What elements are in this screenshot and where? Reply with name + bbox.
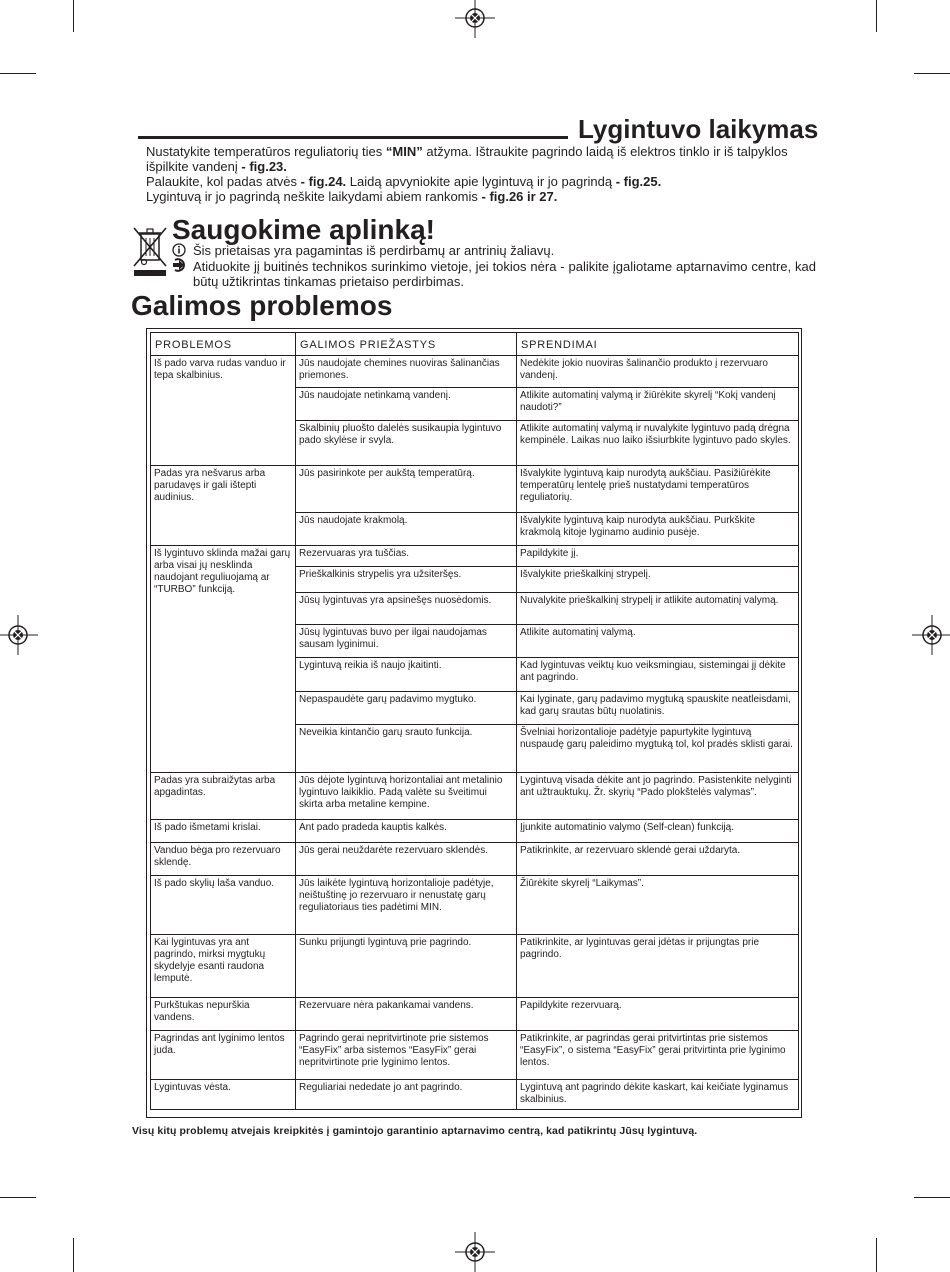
table-row	[151, 773, 799, 820]
solution-cell: Patikrinkite, ar pagrindas gerai pritvirtintas prie sistemos “EasyFix”, o sistema “EasyFix” gerai pritvirtinta prie lyginimo lentos.	[517, 1031, 799, 1080]
cause-cell: Nepaspaudėte garų padavimo mygtuko.	[296, 692, 517, 725]
solution-cell: Išvalykite lygintuvą kaip nurodyta aukščiau. Purkškite krakmolą kitoje lyginamo audinio pusėje.	[517, 513, 799, 546]
cause-cell: Jūsų lygintuvas yra apsinešęs nuosėdomis.	[296, 593, 517, 625]
solution-cell: Papildykite jį.	[517, 546, 799, 567]
crop-mark	[0, 1197, 36, 1198]
cause-cell: Ant pado pradeda kauptis kalkės.	[296, 820, 517, 843]
problem-cell: Padas yra subraižytas arba apgadintas.	[151, 773, 296, 820]
solution-cell: Nuvalykite prieškalkinį strypelį ir atlikite automatinį valymą.	[517, 593, 799, 625]
section-title-problems: Galimos problemos	[131, 290, 393, 321]
table-row	[151, 843, 799, 876]
solution-cell: Atlikite automatinį valymą ir žiūrėkite skyrelį “Kokį vandenį naudoti?”	[517, 388, 799, 421]
problems-table	[150, 332, 799, 1110]
crop-mark	[914, 1197, 950, 1198]
cause-cell: Skalbinių pluošto dalelės susikaupia lygintuvo pado skylėse ir svyla.	[296, 421, 517, 466]
cause-cell: Jūs naudojate chemines nuoviras šalinančias priemones.	[296, 356, 517, 388]
cause-cell: Sunku prijungti lygintuvą prie pagrindo.	[296, 935, 517, 998]
problem-cell: Iš pado išmetami krislai.	[151, 820, 296, 843]
problem-cell: Iš pado varva rudas vanduo ir tepa skalbinius.	[151, 356, 296, 466]
cause-cell: Jūsų lygintuvas buvo per ilgai naudojamas sausam lyginimui.	[296, 625, 517, 658]
crop-mark	[876, 1238, 877, 1272]
problem-cell: Pagrindas ant lyginimo lentos juda.	[151, 1031, 296, 1080]
environment-line-2: Atiduokite jį buitinės technikos surinkimo vietoje, jei tokios nėra - palikite įgaliotame aptarnavimo centre, kad būtų užtikrintas tinkamas prietaiso perdirbimas.	[193, 259, 816, 289]
crop-mark	[876, 0, 877, 32]
table-row	[151, 466, 799, 513]
cause-cell: Lygintuvą reikia iš naujo įkaitinti.	[296, 658, 517, 692]
storage-paragraph-3: Lygintuvą ir jo pagrindą neškite laikydami abiem rankomis - fig.26 ir 27.	[146, 189, 558, 204]
solution-cell: Įjunkite automatinio valymo (Self-clean) funkciją.	[517, 820, 799, 843]
table-row	[151, 546, 799, 567]
cause-cell: Jūs naudojate netinkamą vandenį.	[296, 388, 517, 421]
registration-mark-icon	[0, 615, 38, 655]
registration-mark-icon	[455, 0, 495, 38]
table-row	[151, 820, 799, 843]
registration-mark-icon	[455, 1232, 495, 1272]
cause-cell: Neveikia kintančio garų srauto funkcija.	[296, 725, 517, 773]
solution-cell: Žiūrėkite skyrelį “Laikymas”.	[517, 876, 799, 935]
table-row	[151, 998, 799, 1031]
environment-line-1: Šis prietaisas yra pagamintas iš perdirbamų ar antrinių žaliavų.	[193, 243, 555, 258]
section-title-environment: Saugokime aplinką!	[172, 214, 435, 245]
cause-cell: Reguliariai nededate jo ant pagrindo.	[296, 1080, 517, 1110]
problem-cell: Vanduo bėga pro rezervuaro sklendę.	[151, 843, 296, 876]
solution-cell: Išvalykite prieškalkinį strypelį.	[517, 567, 799, 593]
registration-mark-icon	[912, 615, 950, 655]
crop-mark	[73, 1238, 74, 1272]
crop-mark	[914, 73, 950, 74]
solution-cell: Atlikite automatinį valymą ir nuvalykite lygintuvo padą drėgna kempinėle. Laikas nuo laiko išsiurbkite lygintuvo pado skyles.	[517, 421, 799, 466]
section-title-storage: Lygintuvo laikymas	[578, 114, 819, 144]
solution-cell: Lygintuvą visada dėkite ant jo pagrindo. Pasistenkite nelyginti ant užtrauktukų. Žr. skyrių “Pado plokštelės valymas”.	[517, 773, 799, 820]
cause-cell: Jūs naudojate krakmolą.	[296, 513, 517, 546]
problem-cell: Kai lygintuvas yra ant pagrindo, mirksi mygtukų skydelyje esanti raudona lemputė.	[151, 935, 296, 998]
table-row	[151, 1031, 799, 1080]
cause-cell: Prieškalkinis strypelis yra užsiteršęs.	[296, 567, 517, 593]
solution-cell: Lygintuvą ant pagrindo dėkite kaskart, kai keičiate lyginamus skalbinius.	[517, 1080, 799, 1110]
solution-cell: Išvalykite lygintuvą kaip nurodytą aukščiau. Pasižiūrėkite temperatūrų lentelę prieš nustatydami temperatūros reguliatorių.	[517, 466, 799, 513]
solution-cell: Atlikite automatinį valymą.	[517, 625, 799, 658]
table-header-row	[151, 333, 799, 356]
info-icon	[172, 243, 186, 257]
solution-cell: Patikrinkite, ar lygintuvas gerai įdėtas ir prijungtas prie pagrindo.	[517, 935, 799, 998]
cause-cell: Rezervuare nėra pakankamai vandens.	[296, 998, 517, 1031]
problem-cell: Lygintuvas vėsta.	[151, 1080, 296, 1110]
solution-cell: Nedėkite jokio nuoviras šalinančio produkto į rezervuaro vandenį.	[517, 356, 799, 388]
crop-mark	[73, 0, 74, 32]
solution-cell: Kad lygintuvas veiktų kuo veiksmingiau, sistemingai jį dėkite ant pagrindo.	[517, 658, 799, 692]
crossed-bin-icon	[132, 224, 168, 278]
table-row	[151, 1080, 799, 1110]
cause-cell: Jūs dėjote lygintuvą horizontaliai ant metalinio lygintuvo laikiklio. Padą valėte su šveitimui skirta arba metaline kempine.	[296, 773, 517, 820]
cause-cell: Jūs laikėte lygintuvą horizontalioje padėtyje, neištuštinę jo rezervuaro ir nenustatę garų reguliatoriaus ties padėtimi MIN.	[296, 876, 517, 935]
title-rule	[138, 136, 568, 139]
storage-text	[146, 144, 818, 204]
problem-cell: Iš lygintuvo sklinda mažai garų arba visai jų nesklinda naudojant reguliuojamą ar “TURBO” funkciją.	[151, 546, 296, 773]
table-row	[151, 935, 799, 998]
problem-cell: Iš pado skylių laša vanduo.	[151, 876, 296, 935]
solution-cell: Patikrinkite, ar rezervuaro sklendė gerai uždaryta.	[517, 843, 799, 876]
arrow-right-icon	[172, 258, 186, 272]
table-row	[151, 876, 799, 935]
cause-cell: Rezervuaras yra tuščias.	[296, 546, 517, 567]
solution-cell: Kai lyginate, garų padavimo mygtuką spauskite neatleisdami, kad garų srautas būtų nuolatinis.	[517, 692, 799, 725]
solution-cell: Papildykite rezervuarą.	[517, 998, 799, 1031]
column-header: PROBLEMOS	[151, 333, 296, 356]
solution-cell: Švelniai horizontalioje padėtyje papurtykite lygintuvą nuspaudę garų paleidimo mygtuką tol, kol pradės sklisti garai.	[517, 725, 799, 773]
footer-note: Visų kitų problemų atvejais kreipkitės į gamintojo garantinio aptarnavimo centrą, kad patikrintų Jūsų lygintuvą.	[132, 1125, 698, 1137]
table-row	[151, 356, 799, 388]
cause-cell: Jūs pasirinkote per aukštą temperatūrą.	[296, 466, 517, 513]
column-header: GALIMOS PRIEŽASTYS	[296, 333, 517, 356]
column-header: SPRENDIMAI	[517, 333, 799, 356]
problem-cell: Padas yra nešvarus arba parudavęs ir gali ištepti audinius.	[151, 466, 296, 546]
problem-cell: Purkštukas nepurškia vandens.	[151, 998, 296, 1031]
storage-paragraph-1: Nustatykite temperatūros reguliatorių ties “MIN” atžyma. Ištraukite pagrindo laidą iš elektros tinklo ir iš talpyklos išpilkite vandenį - fig.23.	[146, 144, 788, 174]
storage-paragraph-2: Palaukite, kol padas atvės - fig.24. Laidą apvyniokite apie lygintuvą ir jo pagrindą - fig.25.	[146, 174, 662, 189]
crop-mark	[0, 73, 36, 74]
table-frame	[146, 328, 802, 1118]
cause-cell: Pagrindo gerai nepritvirtinote prie sistemos “EasyFix” arba sistemos “EasyFix” gerai nepritvirtinote prie lyginimo lentos.	[296, 1031, 517, 1080]
cause-cell: Jūs gerai neuždarėte rezervuaro sklendės.	[296, 843, 517, 876]
